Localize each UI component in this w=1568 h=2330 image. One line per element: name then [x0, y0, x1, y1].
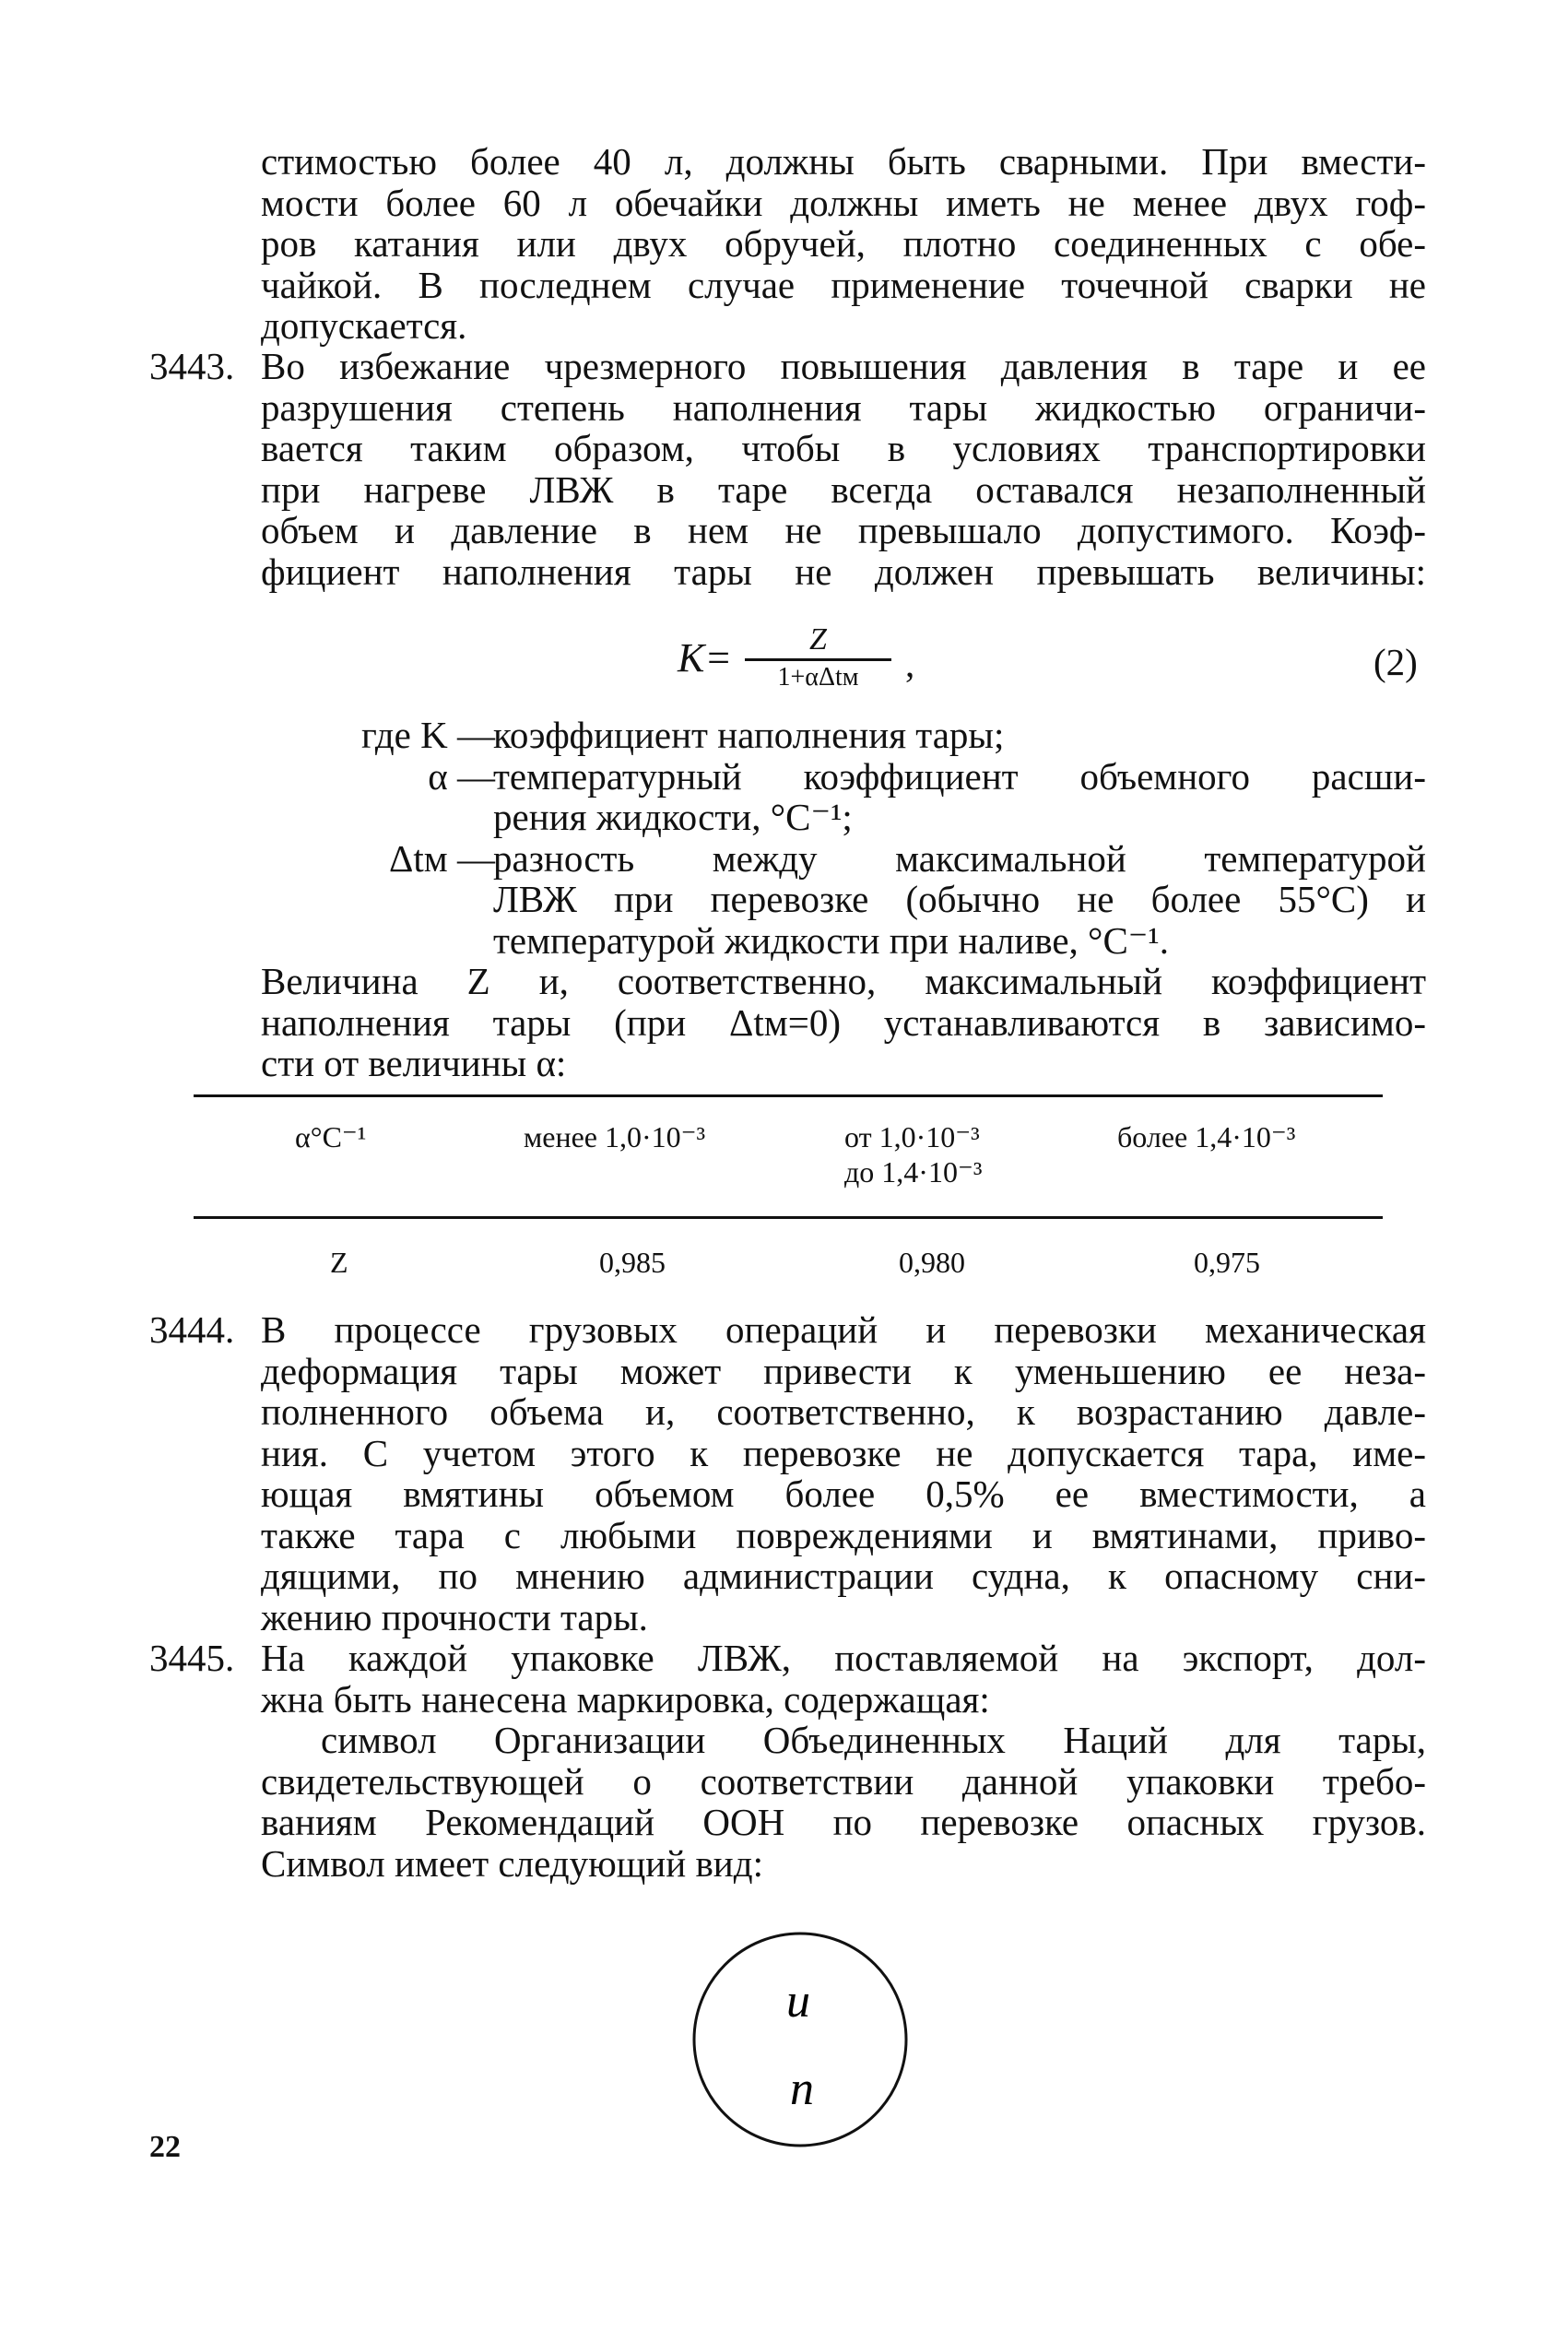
- text-line: стимостью более 40 л, должны быть сварными. При вмести-: [261, 140, 1426, 183]
- text-line: разность между максимальной температурой: [493, 836, 1426, 880]
- formula: [0, 623, 1568, 697]
- text-line: чайкой. В последнем случае применение точечной сварки не: [261, 263, 1426, 306]
- text-line: также тара с любыми повреждениями и вмятинами, приво-: [261, 1513, 1426, 1556]
- table-header-cell: до 1,4·10⁻³: [844, 1155, 983, 1189]
- text-line: допускается.: [261, 304, 467, 347]
- text-line: деформация тары может привести к уменьшению ее неза-: [261, 1349, 1426, 1392]
- text-line: жна быть нанесена маркировка, содержащая:: [261, 1677, 990, 1721]
- formula-denominator: 1+αΔtм: [777, 663, 859, 692]
- text-line: ЛВЖ при перевозке (обычно не более 55°C) и: [493, 878, 1426, 920]
- text-line: коэффициент наполнения тары;: [493, 714, 1005, 756]
- un-symbol-u: u: [786, 1975, 810, 2028]
- text-line: символ Организации Объединенных Наций для тары,: [321, 1719, 1426, 1761]
- text-line: ния. С учетом этого к перевозке не допускается тара, име-: [261, 1431, 1426, 1474]
- table-header-cell: более 1,4·10⁻³: [1117, 1120, 1296, 1153]
- text-line: В процессе грузовых операций и перевозки механическая: [261, 1308, 1426, 1351]
- paragraph-3444: [261, 1309, 1426, 1638]
- table-header-cell: от 1,0·10⁻³: [844, 1120, 980, 1153]
- formula-fraction: [737, 623, 899, 692]
- text-line: наполнения тары (при Δtм=0) устанавливаются в зависимо-: [261, 1000, 1426, 1044]
- text-line: при нагреве ЛВЖ в таре всегда оставался незаполненный: [261, 467, 1426, 511]
- text-line: сти от величины α:: [261, 1042, 567, 1084]
- text-line: температурный коэффициент объемного расши-: [493, 754, 1426, 798]
- formula-lhs: K=: [678, 635, 733, 680]
- text-line: На каждой упаковке ЛВЖ, поставляемой на экспорт, дол-: [261, 1637, 1426, 1679]
- formula-numerator: Z: [809, 622, 827, 656]
- paragraph-number: 3443.: [149, 345, 235, 387]
- text-line: ющая вмятины объемом более 0,5% ее вместимости, а: [261, 1473, 1426, 1515]
- text-line: жению прочности тары.: [261, 1595, 648, 1638]
- definition-symbol: Δtм —: [389, 836, 495, 880]
- equation-number: (2): [1373, 641, 1418, 683]
- text-line: ров катания или двух обручей, плотно соединенных с обе-: [261, 222, 1426, 265]
- table-top-rule: [194, 1094, 1383, 1097]
- text-line: полненного объема и, соответственно, к возрастанию давле-: [261, 1390, 1426, 1433]
- table-cell: 0,975: [1194, 1246, 1260, 1279]
- text-line: вается таким образом, чтобы в условиях транспортировки: [261, 427, 1426, 469]
- text-line: Величина Z и, соответственно, максимальный коэффициент: [261, 960, 1426, 1002]
- text-line: фициент наполнения тары не должен превышать величины:: [261, 550, 1426, 593]
- definition-alpha: [261, 756, 1426, 838]
- paragraph-3443: [261, 346, 1426, 592]
- un-symbol-n: n: [790, 2063, 814, 2115]
- text-line: мости более 60 л обечайки должны иметь не менее двух гоф-: [261, 181, 1426, 224]
- definition-k: [261, 715, 1426, 756]
- definitions: [261, 715, 1426, 1084]
- table-header-cell: α°C⁻¹: [295, 1120, 367, 1153]
- table-cell: 0,980: [899, 1246, 965, 1279]
- page-number: 22: [149, 2130, 181, 2164]
- intro-paragraph: [261, 141, 1426, 347]
- fraction-bar: [745, 658, 891, 661]
- text-line: объем и давление в нем не превышало допустимого. Коэф-: [261, 509, 1426, 551]
- paragraph-number: 3444.: [149, 1308, 235, 1351]
- paragraph-z-value: [261, 961, 1426, 1084]
- text-line: рения жидкости, °C⁻¹;: [493, 796, 853, 838]
- table-cell: Z: [330, 1246, 348, 1279]
- text-line: дящими, по мнению администрации судна, к опасному сни-: [261, 1555, 1426, 1597]
- definition-symbol: α —: [428, 754, 495, 798]
- table-cell: 0,985: [599, 1246, 666, 1279]
- text-line: ваниям Рекомендаций ООН по перевозке опасных грузов.: [261, 1801, 1426, 1843]
- text-line: Символ имеет следующий вид:: [261, 1841, 763, 1885]
- text-line: температурой жидкости при наливе, °C⁻¹.: [493, 918, 1169, 962]
- table-header-cell: менее 1,0·10⁻³: [524, 1120, 706, 1153]
- text-line: свидетельствующей о соответствии данной упаковки требо-: [261, 1759, 1426, 1803]
- paragraph-3445: [261, 1638, 1426, 1884]
- formula-comma: ,: [905, 643, 915, 685]
- definition-delta-t: [261, 838, 1426, 962]
- text-line: Во избежание чрезмерного повышения давления в таре и ее: [261, 345, 1426, 387]
- table-mid-rule: [194, 1216, 1383, 1219]
- text-line: разрушения степень наполнения тары жидкостью ограничи-: [261, 385, 1426, 429]
- definition-symbol: где K —: [361, 714, 495, 756]
- paragraph-number: 3445.: [149, 1637, 235, 1679]
- un-packaging-symbol: [690, 1929, 911, 2150]
